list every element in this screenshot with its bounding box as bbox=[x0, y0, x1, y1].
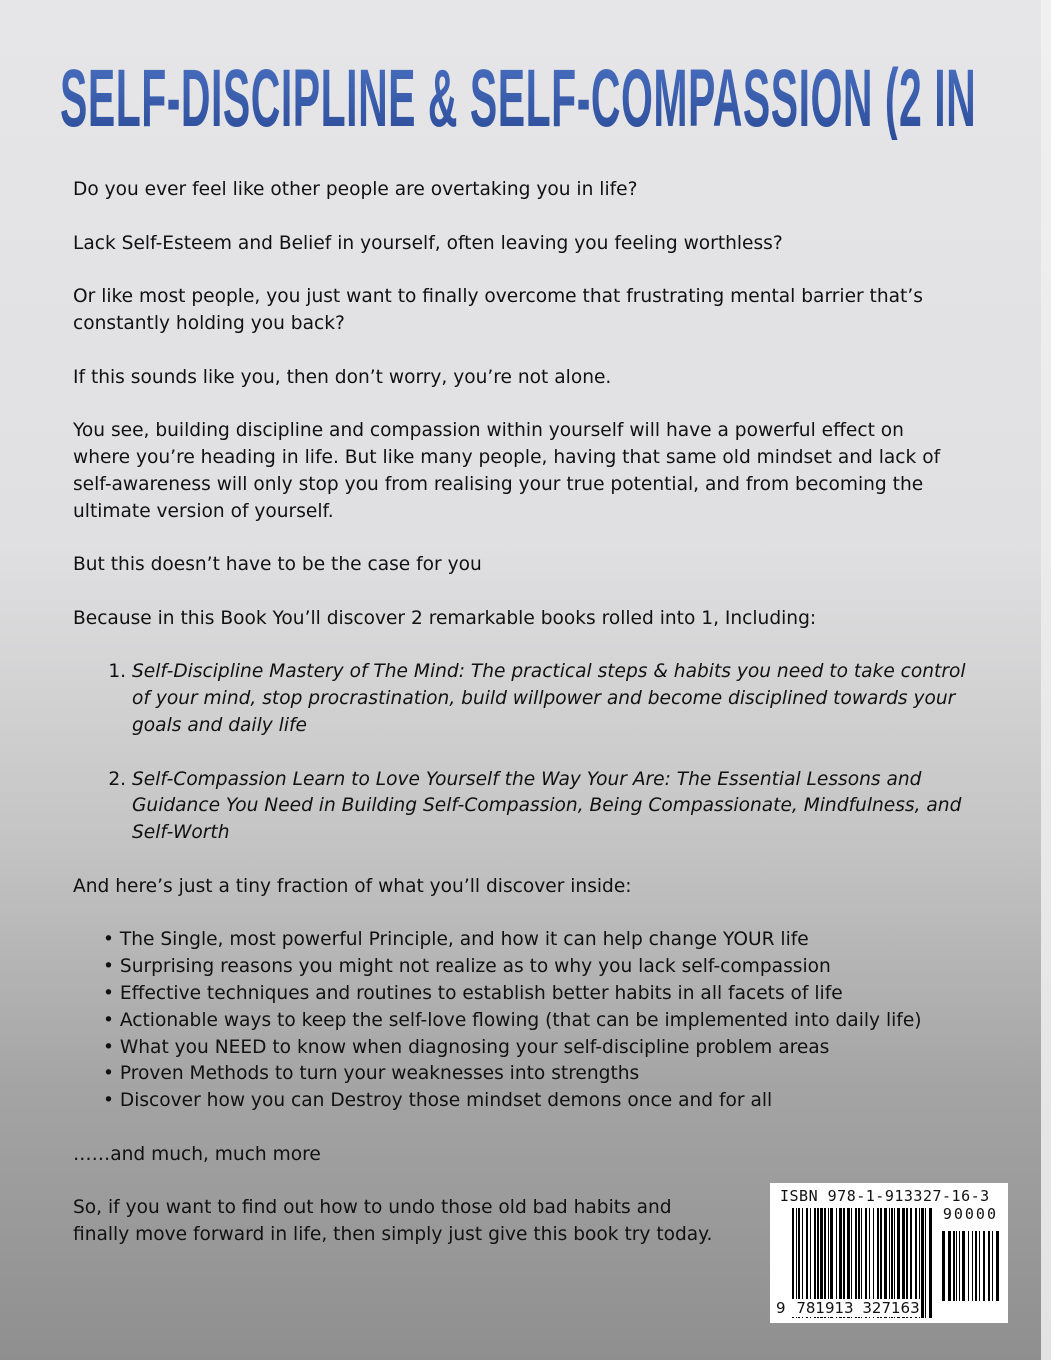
bullet-item: • Surprising reasons you might not realize as to why you lack self-compassion bbox=[103, 954, 973, 981]
digits-right: 327163 bbox=[862, 1299, 920, 1317]
barcode-bar bbox=[972, 1231, 973, 1301]
bullets-intro: And here’s just a tiny fraction of what you’ll discover inside: bbox=[73, 875, 632, 897]
barcode-bar bbox=[959, 1231, 960, 1301]
barcode-digits bbox=[776, 1299, 920, 1317]
bullet-item: • What you NEED to know when diagnosing your self-discipline problem areas bbox=[103, 1035, 973, 1062]
barcode-bar bbox=[925, 1208, 926, 1318]
paragraph: You see, building discipline and compassion within yourself will have a powerful effect on where you’re heading in life. But like many people, having that same old mindset and lack of self-awareness will only stop you from realising your true potential, and from becoming the ultimate version of yourself. bbox=[73, 420, 941, 522]
bullet-item: • Discover how you can Destroy those mindset demons once and for all bbox=[103, 1088, 973, 1115]
book-item: 2. Self-Compassion Learn to Love Yourself the Way Your Are: The Essential Lessons and Guidance You Need in Building Self-Compassion, Being Compassionate, Mindfulness, and Self-Worth bbox=[132, 767, 973, 847]
bullet-list bbox=[73, 927, 973, 1115]
page-edge bbox=[1041, 0, 1051, 1360]
paragraph: Lack Self-Esteem and Belief in yourself, often leaving you feeling worthless? bbox=[73, 232, 783, 254]
barcode-bar bbox=[992, 1231, 993, 1301]
barcode-bar bbox=[996, 1231, 999, 1301]
barcode-bar bbox=[979, 1231, 980, 1301]
closing-paragraph: So, if you want to find out how to undo those old bad habits and finally move forward in life, then simply just give this book try today. bbox=[73, 1197, 713, 1246]
barcode-bar bbox=[921, 1208, 924, 1318]
barcode-bar bbox=[962, 1231, 965, 1301]
isbn-text: ISBN 978-1-913327-16-3 bbox=[780, 1187, 990, 1205]
paragraph: If this sounds like you, then don’t worry, you’re not alone. bbox=[73, 366, 612, 388]
barcode-bar bbox=[968, 1231, 969, 1301]
barcode-bar bbox=[942, 1231, 945, 1301]
book-list bbox=[73, 659, 973, 847]
barcode-bar bbox=[956, 1231, 957, 1301]
barcode-bar bbox=[988, 1231, 990, 1301]
barcode-bar bbox=[948, 1231, 951, 1301]
barcode-bar bbox=[953, 1231, 955, 1301]
barcode-bar bbox=[983, 1231, 985, 1301]
cover-title: SELF-DISCIPLINE & SELF-COMPASSION (2 IN 1) bbox=[60, 53, 1026, 144]
book-item: 1. Self-Discipline Mastery of The Mind: The practical steps & habits you need to take control of your mind, stop procrastination, build willpower and become disciplined towards your goals and daily life bbox=[132, 659, 973, 739]
barcode-bar bbox=[929, 1208, 932, 1318]
bullet-item: • Actionable ways to keep the self-love flowing (that can be implemented into daily life) bbox=[103, 1008, 973, 1035]
bullet-item: • Proven Methods to turn your weaknesses into strengths bbox=[103, 1061, 973, 1088]
barcode-bar bbox=[975, 1231, 977, 1301]
bullet-item: • Effective techniques and routines to establish better habits in all facets of life bbox=[103, 981, 973, 1008]
paragraph: Because in this Book You’ll discover 2 remarkable books rolled into 1, Including: bbox=[73, 607, 817, 629]
paragraph: Do you ever feel like other people are overtaking you in life? bbox=[73, 179, 638, 200]
addon-code: 90000 bbox=[942, 1205, 998, 1223]
bullet-item: • The Single, most powerful Principle, and how it can help change YOUR life bbox=[103, 927, 973, 954]
paragraph: But this doesn’t have to be the case for you bbox=[73, 554, 482, 576]
digit-first: 9 bbox=[776, 1299, 786, 1317]
paragraph: Or like most people, you just want to finally overcome that frustrating mental barrier that’s constantly holding you back? bbox=[73, 286, 923, 334]
blurb bbox=[73, 177, 973, 1276]
digits-left: 781913 bbox=[796, 1299, 854, 1317]
much-more: ……and much, much more bbox=[73, 1143, 321, 1165]
isbn-barcode bbox=[770, 1183, 1008, 1323]
